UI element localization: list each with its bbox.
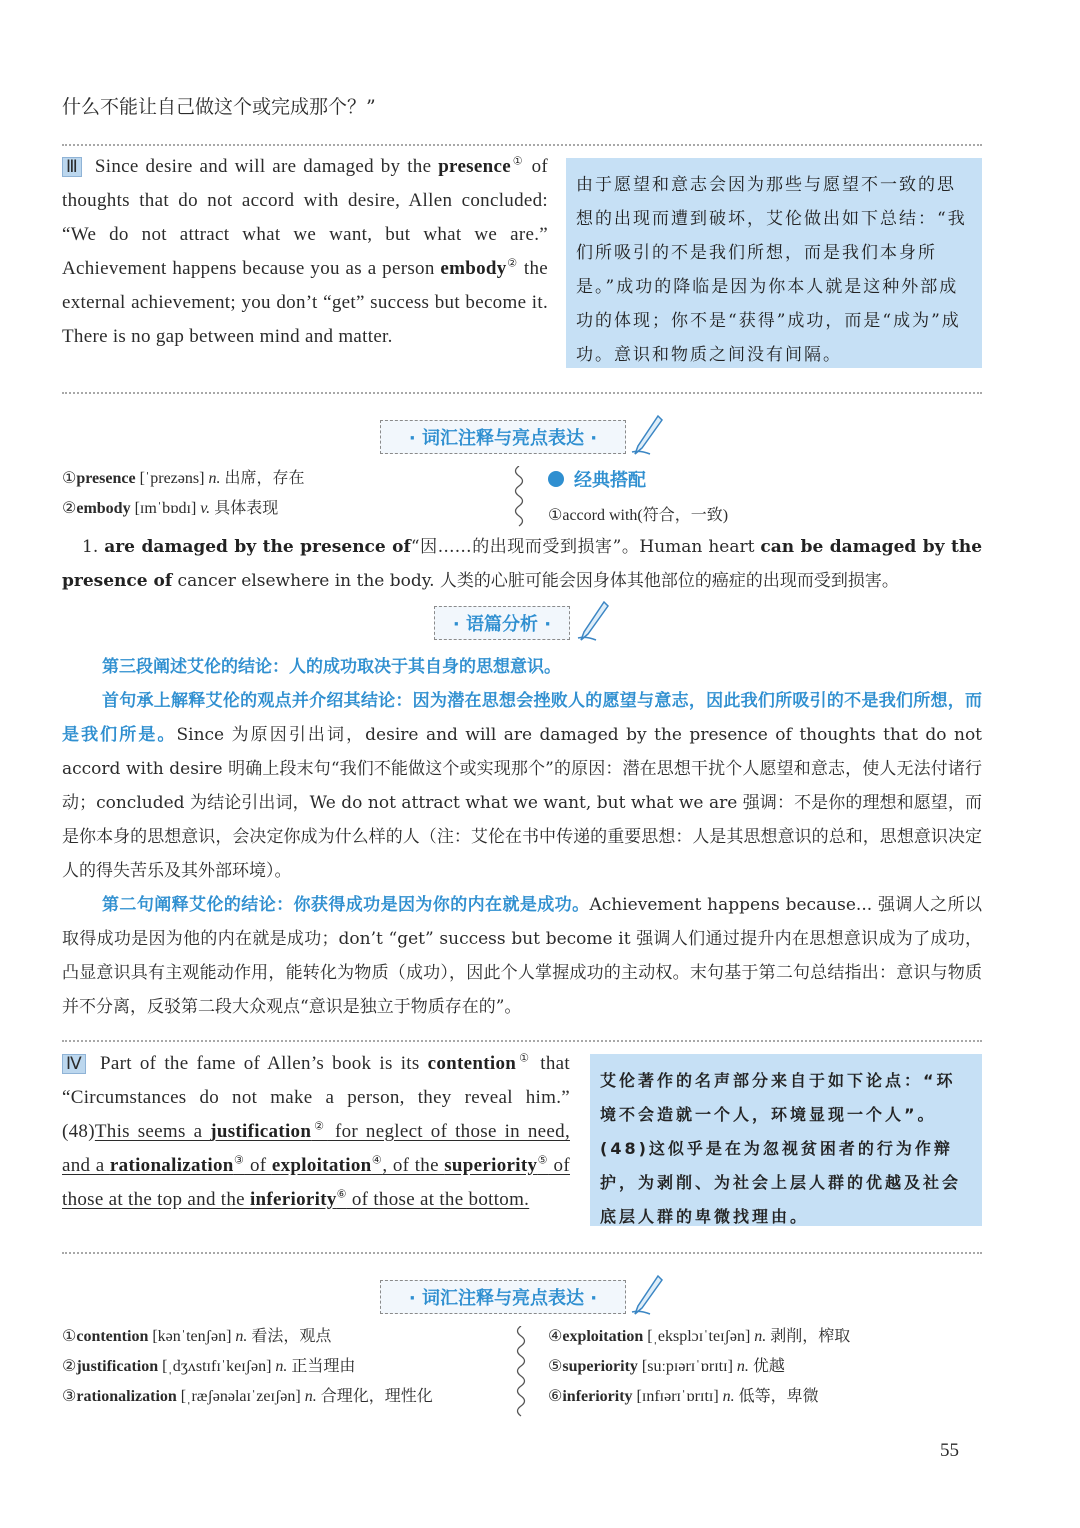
vocab-list-2-left <box>62 1322 512 1412</box>
translation-box-4: 艾伦著作的名声部分来自于如下论点：“环境不会造就一个人，环境显现一个人”。(48)这似乎是在为忽视贫困者的行为作辩护，为剥削、为社会上层人群的优越及社会底层人群的卑微找理由。 <box>590 1054 982 1226</box>
pen-icon <box>628 414 664 456</box>
vocab-item: ④exploitation [ˌeksplɔɪˈteɪʃən] n. 剥削，榨取 <box>548 1328 851 1345</box>
paragraph-4: Ⅳ Part of the fame of Allen’s book is its contention① that “Circumstances do not make a person, they reveal him.” (48)This seems a justification② for neglect of those in need, and a rationalization③ of exploitation④, of the superiority⑤ of those at the top and the inferiority⑥ of those at the bottom. <box>62 1052 570 1210</box>
top-line: 什么不能让自己做这个或完成那个？” <box>62 96 376 118</box>
page-number: 55 <box>940 1440 959 1461</box>
section-banner-vocab: · 词汇注释与亮点表达 · <box>380 1280 626 1314</box>
squiggle-divider <box>512 466 526 528</box>
vocab-item: ①presence [ˈprezəns] n. 出席，存在 <box>62 470 305 487</box>
divider <box>62 144 982 146</box>
vocab-item: ③rationalization [ˌræʃənəlaɪˈzeɪʃən] n. 合理化，理性化 <box>62 1388 433 1405</box>
divider <box>62 1040 982 1042</box>
section-banner-analysis: · 语篇分析 · <box>434 606 570 640</box>
section-banner-vocab: · 词汇注释与亮点表达 · <box>380 420 626 454</box>
translation-box-3: 由于愿望和意志会因为那些与愿望不一致的思想的出现而遭到破坏，艾伦做出如下总结：“我们所吸引的不是我们所想，而是我们本身所是。”成功的降临是因为你本人就是这种外部成功的体现；你不是“获得”成功，而是“成为”成功。意识和物质之间没有间隔。 <box>566 158 982 368</box>
vocab-item: ②embody [ɪmˈbɒdɪ] v. 具体表现 <box>62 500 279 517</box>
vocab-item: ⑤superiority [suːpɪərɪˈɒrɪtɪ] n. 优越 <box>548 1358 785 1375</box>
divider <box>62 392 982 394</box>
vocab-item: ①contention [kənˈtenʃən] n. 看法，观点 <box>62 1328 332 1345</box>
vocab-list-2-right <box>548 1322 982 1412</box>
bullet-dot-icon <box>548 471 564 487</box>
classic-item: ①accord with(符合，一致) <box>548 507 729 524</box>
vocab-item: ②justification [ˌdʒʌstɪfɪˈkeɪʃən] n. 正当理由 <box>62 1358 356 1375</box>
phrase-note: 1. are damaged by the presence of“因……的出现而受到损害”。Human heart can be damaged by the presence of cancer elsewhere in the body. 人类的心脏可能会因身体其他部位的癌症的出现而受到损害。 <box>62 537 983 591</box>
pen-icon <box>628 1274 664 1316</box>
discourse-analysis: 第三段阐述艾伦的结论：人的成功取决于其自身的思想意识。 首句承上解释艾伦的观点并介绍其结论：因为潜在思想会挫败人的愿望与意志，因此我们所吸引的不是我们所想，而是我们所是。Since 为原因引出词，desire and will are damaged by the presence of thoughts that do not accord with desire 明确上段末句“我们不能做这个或实现那个”的原因：潜在思想干扰个人愿望和意志，使人无法付诸行动；concluded 为结论引出词，We do not attract what we want, but what we are 强调：不是你的理想和愿望，而是你本身的思想意识，会决定你成为什么样的人（注：艾伦在书中传递的重要思想：人是其思想意识的总和，思想意识决定人的得失苦乐及其外部环境）。 第二句阐释艾伦的结论：你获得成功是因为你的内在就是成功。Achievement happens because... 强调人之所以取得成功是因为他的内在就是成功；don’t “get” success but become it 强调人们通过提升内在思想意识成为了成功，凸显意识具有主观能动作用，能转化为物质（成功），因此个人掌握成功的主动权。末句基于第二句总结指出：意识与物质并不分离，反驳第二段大众观点“意识是独立于物质存在的”。 <box>62 657 983 1017</box>
paragraph-3: Ⅲ Since desire and will are damaged by the presence① of thoughts that do not accord with desire, Allen concluded: “We do not attract what we want, but what we are.” Achievement happens because you as a person embody② the external achievement; you don’t “get” success but become it. There is no gap between mind and matter. <box>62 155 549 347</box>
roman-numeral: Ⅲ <box>62 157 82 177</box>
vocab-list-1 <box>62 464 502 524</box>
vocab-item: ⑥inferiority [ɪnfɪərɪˈɒrɪtɪ] n. 低等，卑微 <box>548 1388 819 1405</box>
classic-collocation <box>548 466 728 525</box>
pen-icon <box>574 600 610 642</box>
classic-title: 经典搭配 <box>574 470 646 491</box>
squiggle-divider <box>514 1326 528 1418</box>
divider <box>62 1252 982 1254</box>
roman-numeral: Ⅳ <box>62 1054 86 1074</box>
